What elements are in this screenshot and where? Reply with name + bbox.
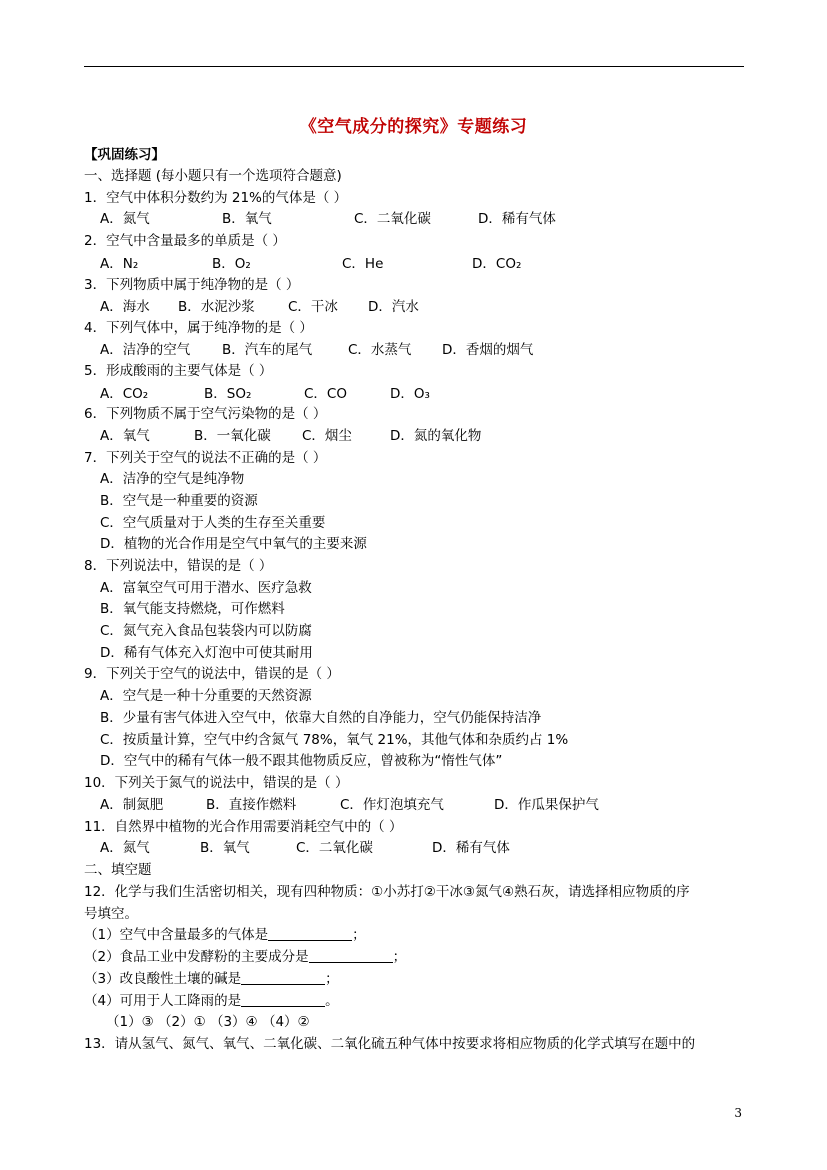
question-stem: 11．自然界中植物的光合作用需要消耗空气中的（ ） (84, 819, 403, 835)
fill-item: （4）可用于人工降雨的是 。 (84, 993, 339, 1009)
option: A．洁净的空气 (100, 342, 191, 358)
option: C．二氧化碳 (354, 211, 431, 227)
option: B．空气是一种重要的资源 (100, 493, 258, 509)
option: D．汽水 (368, 299, 419, 315)
question-stem: 10．下列关于氮气的说法中，错误的是（ ） (84, 775, 349, 791)
question-stem: 12．化学与我们生活密切相关，现有四种物质：①小苏打②干冰③氮气④熟石灰，请选择相应物质的序 (84, 884, 690, 900)
answer-line: （1）③ （2）① （3）④ （4）② (106, 1014, 310, 1030)
option: B．一氧化碳 (194, 428, 271, 444)
option: B．汽车的尾气 (222, 342, 313, 358)
option: C．二氧化碳 (296, 840, 373, 856)
option: A．氮气 (100, 840, 150, 856)
option: C．干冰 (288, 299, 338, 315)
option: C．烟尘 (302, 428, 352, 444)
option: D．稀有气体 (432, 840, 510, 856)
option: B．氧气 (222, 211, 272, 227)
page-title: 《空气成分的探究》专题练习 (299, 117, 528, 137)
option: C．氮气充入食品包装袋内可以防腐 (100, 623, 312, 639)
option: D．香烟的烟气 (442, 342, 534, 358)
header-rule (84, 66, 744, 67)
part2-heading: 二、填空题 (84, 862, 152, 878)
option: A．洁净的空气是纯净物 (100, 471, 245, 487)
answer-blank[interactable] (241, 970, 325, 985)
options-row (100, 385, 430, 403)
option: B．水泥沙浆 (178, 299, 255, 315)
options-row (100, 255, 522, 273)
fill-item: （2）食品工业中发酵粉的主要成分是 ； (84, 949, 407, 965)
options-row (100, 341, 534, 359)
options-row (100, 298, 419, 316)
question-stem: 8．下列说法中，错误的是（ ） (84, 558, 273, 574)
question-stem: 7．下列关于空气的说法不正确的是（ ） (84, 450, 327, 466)
option: D．植物的光合作用是空气中氧气的主要来源 (100, 536, 367, 552)
fill-item: （1）空气中含量最多的气体是 ； (84, 927, 366, 943)
question-stem-continued: 号填空。 (84, 906, 138, 922)
option: A．空气是一种十分重要的天然资源 (100, 688, 312, 704)
option: D．稀有气体充入灯泡中可使其耐用 (100, 645, 313, 661)
options-row (100, 839, 510, 857)
option: C．按质量计算，空气中约含氮气 78%，氧气 21%，其他气体和杂质约占 1% (100, 732, 569, 748)
option: D．O₃ (390, 386, 430, 402)
question-stem: 6．下列物质不属于空气污染物的是（ ） (84, 406, 327, 422)
option: B．少量有害气体进入空气中，依靠大自然的自净能力，空气仍能保持洁净 (100, 710, 542, 726)
option: C．CO (304, 386, 347, 402)
answer-blank[interactable] (309, 948, 393, 963)
option: D．氮的氧化物 (390, 428, 482, 444)
option: A．CO₂ (100, 386, 149, 402)
page-number: 3 (734, 1106, 742, 1120)
option: A．N₂ (100, 256, 139, 272)
options-row (100, 210, 556, 228)
option: A．海水 (100, 299, 150, 315)
option: B．氧气能支持燃烧，可作燃料 (100, 601, 285, 617)
question-stem: 3．下列物质中属于纯净物的是（ ） (84, 277, 300, 293)
section-heading: 【巩固练习】 (84, 147, 165, 163)
option: A．制氮肥 (100, 797, 164, 813)
part1-heading: 一、选择题 (每小题只有一个选项符合题意) (84, 168, 342, 184)
question-stem: 4．下列气体中，属于纯净物的是（ ） (84, 320, 313, 336)
option: B．氧气 (200, 840, 250, 856)
option: A．氧气 (100, 428, 150, 444)
option: D．稀有气体 (478, 211, 556, 227)
option: C．空气质量对于人类的生存至关重要 (100, 515, 326, 531)
question-stem: 1．空气中体积分数约为 21%的气体是（ ） (84, 190, 348, 206)
option: B．O₂ (212, 256, 251, 272)
option: D．作瓜果保护气 (494, 797, 599, 813)
option: B．SO₂ (204, 386, 252, 402)
question-stem: 5．形成酸雨的主要气体是（ ） (84, 363, 273, 379)
options-row (100, 796, 599, 814)
answer-blank[interactable] (268, 926, 352, 941)
question-stem: 9．下列关于空气的说法中，错误的是（ ） (84, 666, 340, 682)
option: C．作灯泡填充气 (340, 797, 444, 813)
option: A．富氧空气可用于潜水、医疗急救 (100, 580, 312, 596)
options-row (100, 427, 482, 445)
option: D．CO₂ (472, 256, 522, 272)
option: C．水蒸气 (348, 342, 412, 358)
option: A．氮气 (100, 211, 150, 227)
answer-blank[interactable] (241, 992, 325, 1007)
option: B．直接作燃料 (206, 797, 297, 813)
question-stem: 2．空气中含量最多的单质是（ ） (84, 233, 286, 249)
option: D．空气中的稀有气体一般不跟其他物质反应，曾被称为“惰性气体” (100, 753, 503, 769)
option: C．He (342, 256, 384, 272)
question-stem: 13．请从氢气、氮气、氧气、二氧化碳、二氧化硫五种气体中按要求将相应物质的化学式填写在题中的 (84, 1036, 696, 1052)
fill-item: （3）改良酸性土壤的碱是 ； (84, 971, 339, 987)
